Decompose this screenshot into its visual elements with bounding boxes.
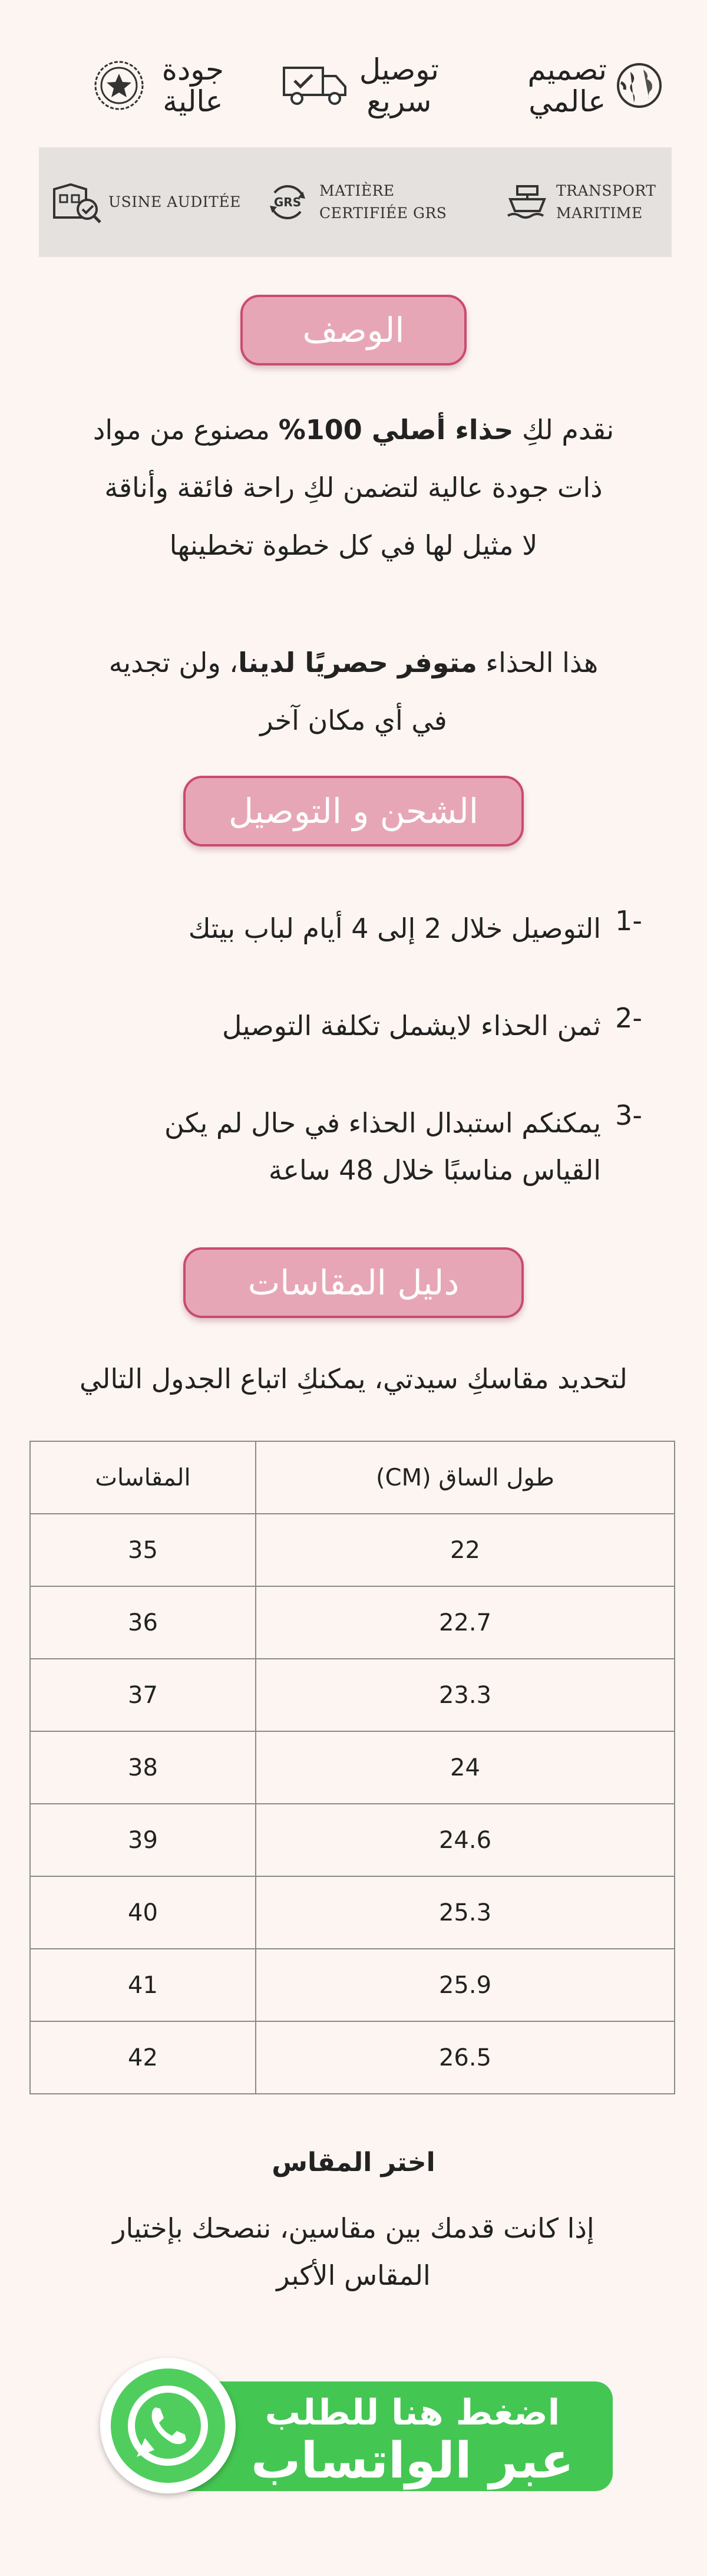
feature-high-quality-label: جودة عالية: [161, 52, 224, 118]
shipping-item-2: -2 ثمن الحذاء لايشمل تكلفة التوصيل: [222, 1002, 642, 1042]
shipping-item-3: -3 يمكنكم استبدال الحذاء في حال لم يكن القياس مناسبًا خلال 48 ساعة: [164, 1099, 642, 1186]
size-advice: إذا كانت قدمك بين مقاسين، ننصحك بإختيار المقاس الأكبر: [113, 2212, 594, 2291]
cell-length: 25.3: [256, 1876, 675, 1949]
star-badge-icon: [87, 53, 151, 118]
whatsapp-button-line1: اضغط هنا للطلب: [265, 2392, 560, 2433]
cell-length: 24.6: [256, 1804, 675, 1876]
table-header-row: [30, 1441, 675, 1514]
whatsapp-order-button[interactable]: [100, 2358, 619, 2511]
cell-length: 25.9: [256, 1949, 675, 2021]
delivery-truck-icon: [280, 53, 351, 118]
choose-size-title: اختر المقاس: [272, 2147, 435, 2178]
cell-size: 39: [30, 1804, 256, 1876]
audited-factory-icon: [51, 179, 104, 226]
table-row: [30, 1659, 675, 1731]
size-guide-intro: لتحديد مقاسكِ سيدتي، يمكنكِ اتباع الجدول التالي: [80, 1363, 627, 1395]
grs-badge-text: GRS: [273, 195, 302, 209]
description-paragraph-2: هذا الحذاء متوفر حصريًا لدينا، ولن تجديه في أي مكان آخر: [108, 647, 599, 736]
feature-global-design: [495, 41, 672, 130]
cell-length: 24: [256, 1731, 675, 1804]
cell-size: 42: [30, 2021, 256, 2094]
table-row: [30, 2021, 675, 2094]
table-row: [30, 1514, 675, 1586]
table-row: [30, 1949, 675, 2021]
cell-size: 41: [30, 1949, 256, 2021]
column-header-length: طول الساق (CM): [256, 1441, 675, 1514]
feature-global-design-label: تصميم عالمي: [527, 52, 607, 118]
cell-size: 40: [30, 1876, 256, 1949]
cell-size: 38: [30, 1731, 256, 1804]
cell-length: 22: [256, 1514, 675, 1586]
size-guide-title: دليل المقاسات: [183, 1247, 524, 1318]
cell-length: 22.7: [256, 1586, 675, 1659]
feature-fast-delivery: [245, 41, 439, 130]
cell-size: 36: [30, 1586, 256, 1659]
shipping-item-1: -1 التوصيل خلال 2 إلى 4 أيام لباب بيتك: [188, 905, 642, 944]
shipping-title: الشحن و التوصيل: [183, 776, 524, 846]
whatsapp-button-line2: عبر الواتساب: [251, 2432, 574, 2489]
column-header-size: المقاسات: [30, 1441, 256, 1514]
cert-transport-maritime: TRANSPORT MARITIME: [504, 147, 656, 257]
cert-usine-auditee: USINE AUDITÉE: [51, 147, 241, 257]
whatsapp-icon[interactable]: [100, 2358, 236, 2493]
size-table: [29, 1441, 675, 2094]
table-row: [30, 1804, 675, 1876]
cell-size: 37: [30, 1659, 256, 1731]
certification-band: [39, 147, 672, 257]
description-paragraph-1: نقدم لكِ حذاء أصلي 100% مصنوع من مواد ذات جودة عالية لتضمن لكِ راحة فائقة وأناقة لا مثيل لها في كل خطوة تخطينها: [92, 414, 615, 561]
globe-icon: [607, 53, 672, 118]
transport-ship-icon: [504, 179, 550, 225]
cell-size: 35: [30, 1514, 256, 1586]
grs-recycle-icon: [264, 179, 311, 226]
feature-fast-delivery-label: توصيل سريع: [359, 52, 439, 118]
description-title: الوصف: [240, 295, 467, 365]
table-row: [30, 1731, 675, 1804]
cert-grs-material: GRS MATIÈRE CERTIFIÉE GRS: [264, 147, 447, 257]
cell-length: 23.3: [256, 1659, 675, 1731]
table-row: [30, 1586, 675, 1659]
feature-high-quality: [47, 41, 224, 130]
cell-length: 26.5: [256, 2021, 675, 2094]
table-row: [30, 1876, 675, 1949]
